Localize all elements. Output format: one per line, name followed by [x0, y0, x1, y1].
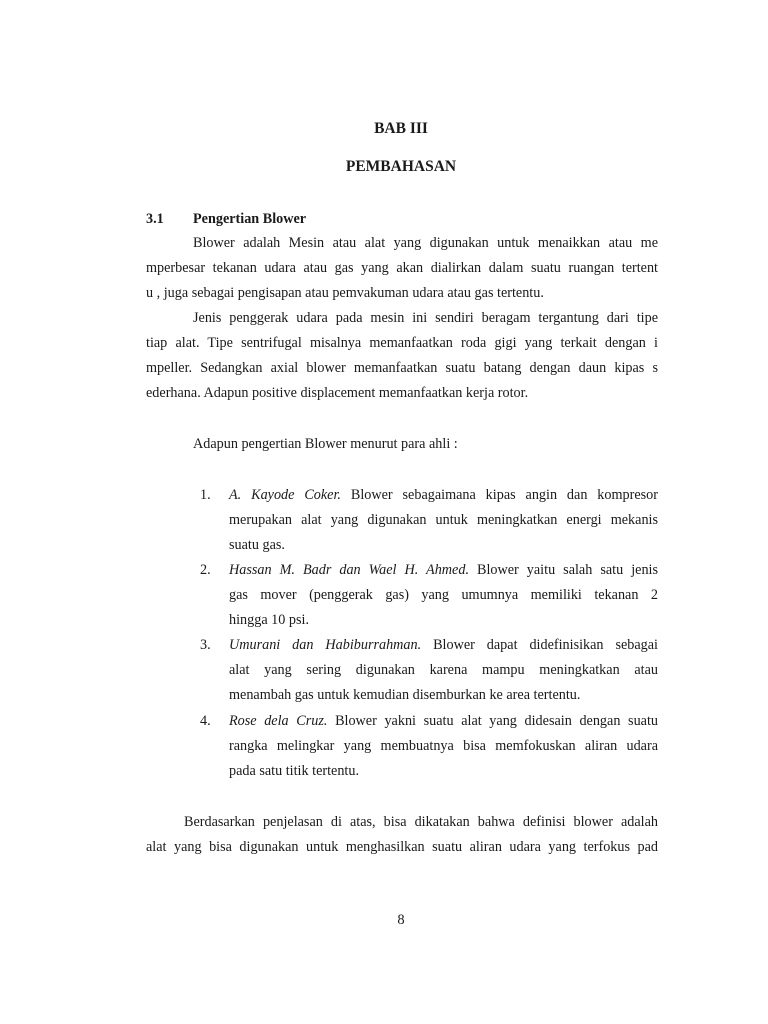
list-item-line [229, 712, 658, 730]
para1-line-2: mperbesar tekanan udara atau gas yang akan dialirkan dalam suatu ruangan tertent [146, 260, 658, 276]
expert-text: Blower yakni suatu alat yang didesain dengan suatu [335, 713, 658, 729]
list-number: 1. [200, 487, 211, 503]
expert-text: Blower yaitu salah satu jenis [477, 562, 659, 578]
expert-text: Blower dapat didefinisikan sebagai [433, 637, 658, 653]
experts-intro: Adapun pengertian Blower menurut para ahli : [193, 436, 458, 452]
page-number: 8 [397, 912, 405, 928]
chapter-heading: BAB III [374, 120, 428, 137]
list-item-line: rangka melingkar yang membuatnya bisa memfokuskan aliran udara [229, 738, 658, 754]
para2-line-1: Jenis penggerak udara pada mesin ini sendiri beragam tergantung dari tipe [193, 310, 658, 326]
section-title: Pengertian Blower [193, 211, 307, 227]
expert-name: A. Kayode Coker. [229, 487, 341, 503]
para2-line-2: tiap alat. Tipe sentrifugal misalnya memanfaatkan roda gigi yang terkait dengan i [146, 335, 658, 351]
expert-text: Blower sebagaimana kipas angin dan kompresor [350, 487, 658, 503]
list-item-line: suatu gas. [229, 537, 285, 553]
conclusion-line-1: Berdasarkan penjelasan di atas, bisa dikatakan bahwa definisi blower adalah [184, 814, 658, 830]
list-number: 3. [200, 637, 211, 653]
section-number: 3.1 [146, 211, 164, 227]
list-number: 4. [200, 713, 211, 729]
list-item-line: hingga 10 psi. [229, 612, 309, 628]
expert-name: Umurani dan Habiburrahman. [229, 637, 422, 653]
list-item-line: pada satu titik tertentu. [229, 763, 360, 779]
list-item-line [229, 561, 658, 579]
para1-line-1: Blower adalah Mesin atau alat yang digunakan untuk menaikkan atau me [193, 235, 658, 251]
conclusion-line-2: alat yang bisa digunakan untuk menghasilkan suatu aliran udara yang terfokus pad [146, 839, 658, 855]
list-item-line: merupakan alat yang digunakan untuk meningkatkan energi mekanis [229, 512, 658, 528]
list-item-line: menambah gas untuk kemudian disemburkan ke area tertentu. [229, 687, 581, 703]
list-number: 2. [200, 562, 211, 578]
list-item-line [229, 486, 658, 504]
chapter-title: PEMBAHASAN [345, 158, 457, 175]
list-item-line: gas mover (penggerak gas) yang umumnya memiliki tekanan 2 [229, 587, 658, 603]
para2-line-4: ederhana. Adapun positive displacement memanfaatkan kerja rotor. [146, 385, 529, 401]
expert-name: Rose dela Cruz. [229, 713, 328, 729]
list-item-line: alat yang sering digunakan karena mampu meningkatkan atau [229, 662, 658, 678]
para2-line-3: mpeller. Sedangkan axial blower memanfaatkan suatu batang dengan daun kipas s [146, 360, 658, 376]
list-item-line [229, 636, 658, 654]
para1-line-3: u , juga sebagai pengisapan atau pemvakuman udara atau gas tertentu. [146, 285, 544, 301]
expert-name: Hassan M. Badr dan Wael H. Ahmed. [229, 562, 469, 578]
